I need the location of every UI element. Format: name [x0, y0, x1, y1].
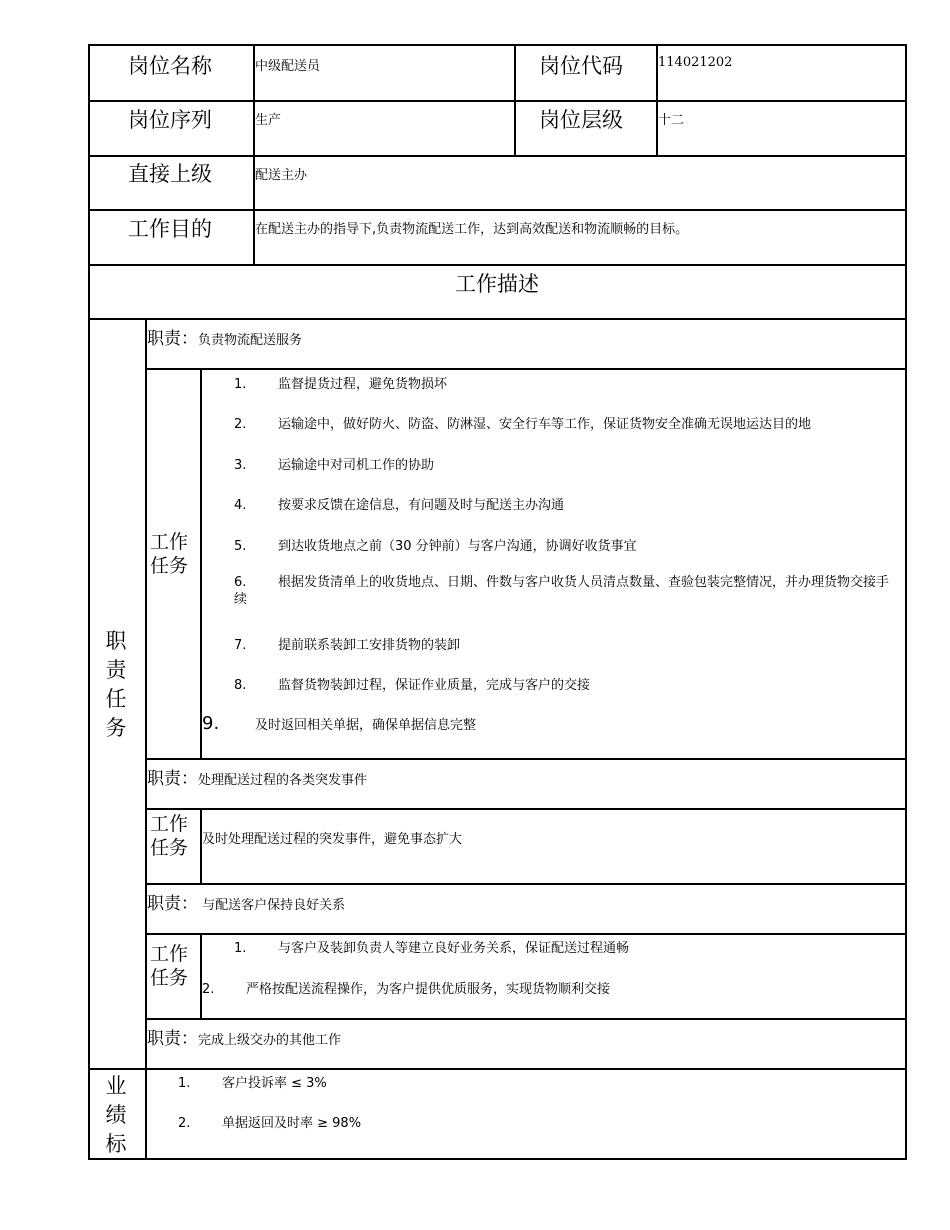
purpose-value: 在配送主办的指导下,负责物流配送工作，达到高效配送和物流顺畅的目标。 [255, 222, 689, 237]
task-item: 2. 严格按配送流程操作，为客户提供优质服务，实现货物顺利交接 [202, 982, 611, 997]
duty-row [147, 889, 345, 914]
task-item: 4. 按要求反馈在途信息，有问题及时与配送主办沟通 [234, 498, 565, 513]
task-item: 9. 及时返回相关单据，确保单据信息完整 [202, 713, 477, 734]
grid-line [145, 758, 907, 760]
post-series-value: 生产 [255, 113, 282, 128]
post-name-label: 岗位名称 [128, 54, 212, 78]
grid-line [88, 1068, 907, 1070]
grid-line [200, 368, 202, 760]
task-item: 2. 运输途中，做好防火、防盗、防淋湿、安全行车等工作，保证货物安全准确无误地运达目的地 [234, 417, 812, 432]
post-name-value: 中级配送员 [255, 59, 321, 74]
post-level-value: 十二 [658, 113, 685, 128]
duty-title: 处理配送过程的各类突发事件 [198, 773, 368, 788]
post-series-label: 岗位序列 [128, 108, 212, 132]
grid-line [145, 368, 907, 370]
duty-label: 职责： [147, 769, 198, 789]
duty-title: 完成上级交办的其他工作 [198, 1033, 342, 1048]
grid-line [88, 1158, 907, 1160]
kpi-section-label: 业绩标 [105, 1074, 127, 1156]
duty-label: 职责： [147, 329, 198, 349]
duty-title: 负责物流配送服务 [198, 333, 303, 348]
duties-section-label: 职责任务 [105, 629, 127, 740]
grid-line [145, 1018, 907, 1020]
duty-label: 职责： [147, 1029, 198, 1049]
duty-row [147, 324, 302, 349]
tasks-label: 工作任务 [150, 531, 189, 577]
grid-line [145, 808, 907, 810]
kpi-item: 2. 单据返回及时率 ≥ 98% [178, 1116, 362, 1131]
grid-line [200, 933, 202, 1020]
task-item: 7. 提前联系装卸工安排货物的装卸 [234, 638, 461, 653]
grid-line [88, 264, 907, 266]
grid-line [145, 933, 907, 935]
grid-line [88, 155, 907, 157]
duty-label: 职责： [147, 894, 198, 914]
grid-line [145, 883, 907, 885]
post-code-label: 岗位代码 [539, 54, 623, 78]
grid-line [88, 318, 907, 320]
task-item: 3. 运输途中对司机工作的协助 [234, 458, 435, 473]
kpi-item: 1. 客户投诉率 ≤ 3% [178, 1076, 327, 1091]
grid-line [514, 44, 516, 157]
grid-line [88, 44, 907, 46]
grid-line [88, 100, 907, 102]
post-code-value: 114021202 [658, 55, 733, 70]
grid-line [88, 44, 90, 1160]
description-title: 工作描述 [455, 272, 539, 296]
tasks-label: 工作任务 [150, 943, 189, 989]
task-item: 1. 与客户及装卸负责人等建立良好业务关系，保证配送过程通畅 [234, 941, 630, 956]
task-item: 及时处理配送过程的突发事件，避免事态扩大 [202, 832, 463, 847]
task-item: 8. 监督货物装卸过程，保证作业质量，完成与客户的交接 [234, 678, 591, 693]
task-item: 5. 到达收货地点之前（30 分钟前）与客户沟通，协调好收货事宜 [234, 539, 637, 554]
duty-row [147, 764, 367, 789]
purpose-label: 工作目的 [128, 217, 212, 241]
grid-line [88, 209, 907, 211]
superior-value: 配送主办 [255, 168, 308, 183]
duty-title: 与配送客户保持良好关系 [198, 898, 346, 913]
task-item: 1. 监督提货过程，避免货物损坏 [234, 377, 448, 392]
duty-row [147, 1024, 341, 1049]
tasks-label: 工作任务 [150, 813, 189, 859]
task-item: 6. 根据发货清单上的收货地点、日期、件数与客户收货人员清点数量、查验包装完整情况，并办理货物交接手续 [234, 575, 890, 607]
grid-line [905, 44, 907, 1160]
superior-label: 直接上级 [128, 162, 212, 186]
post-level-label: 岗位层级 [539, 108, 623, 132]
